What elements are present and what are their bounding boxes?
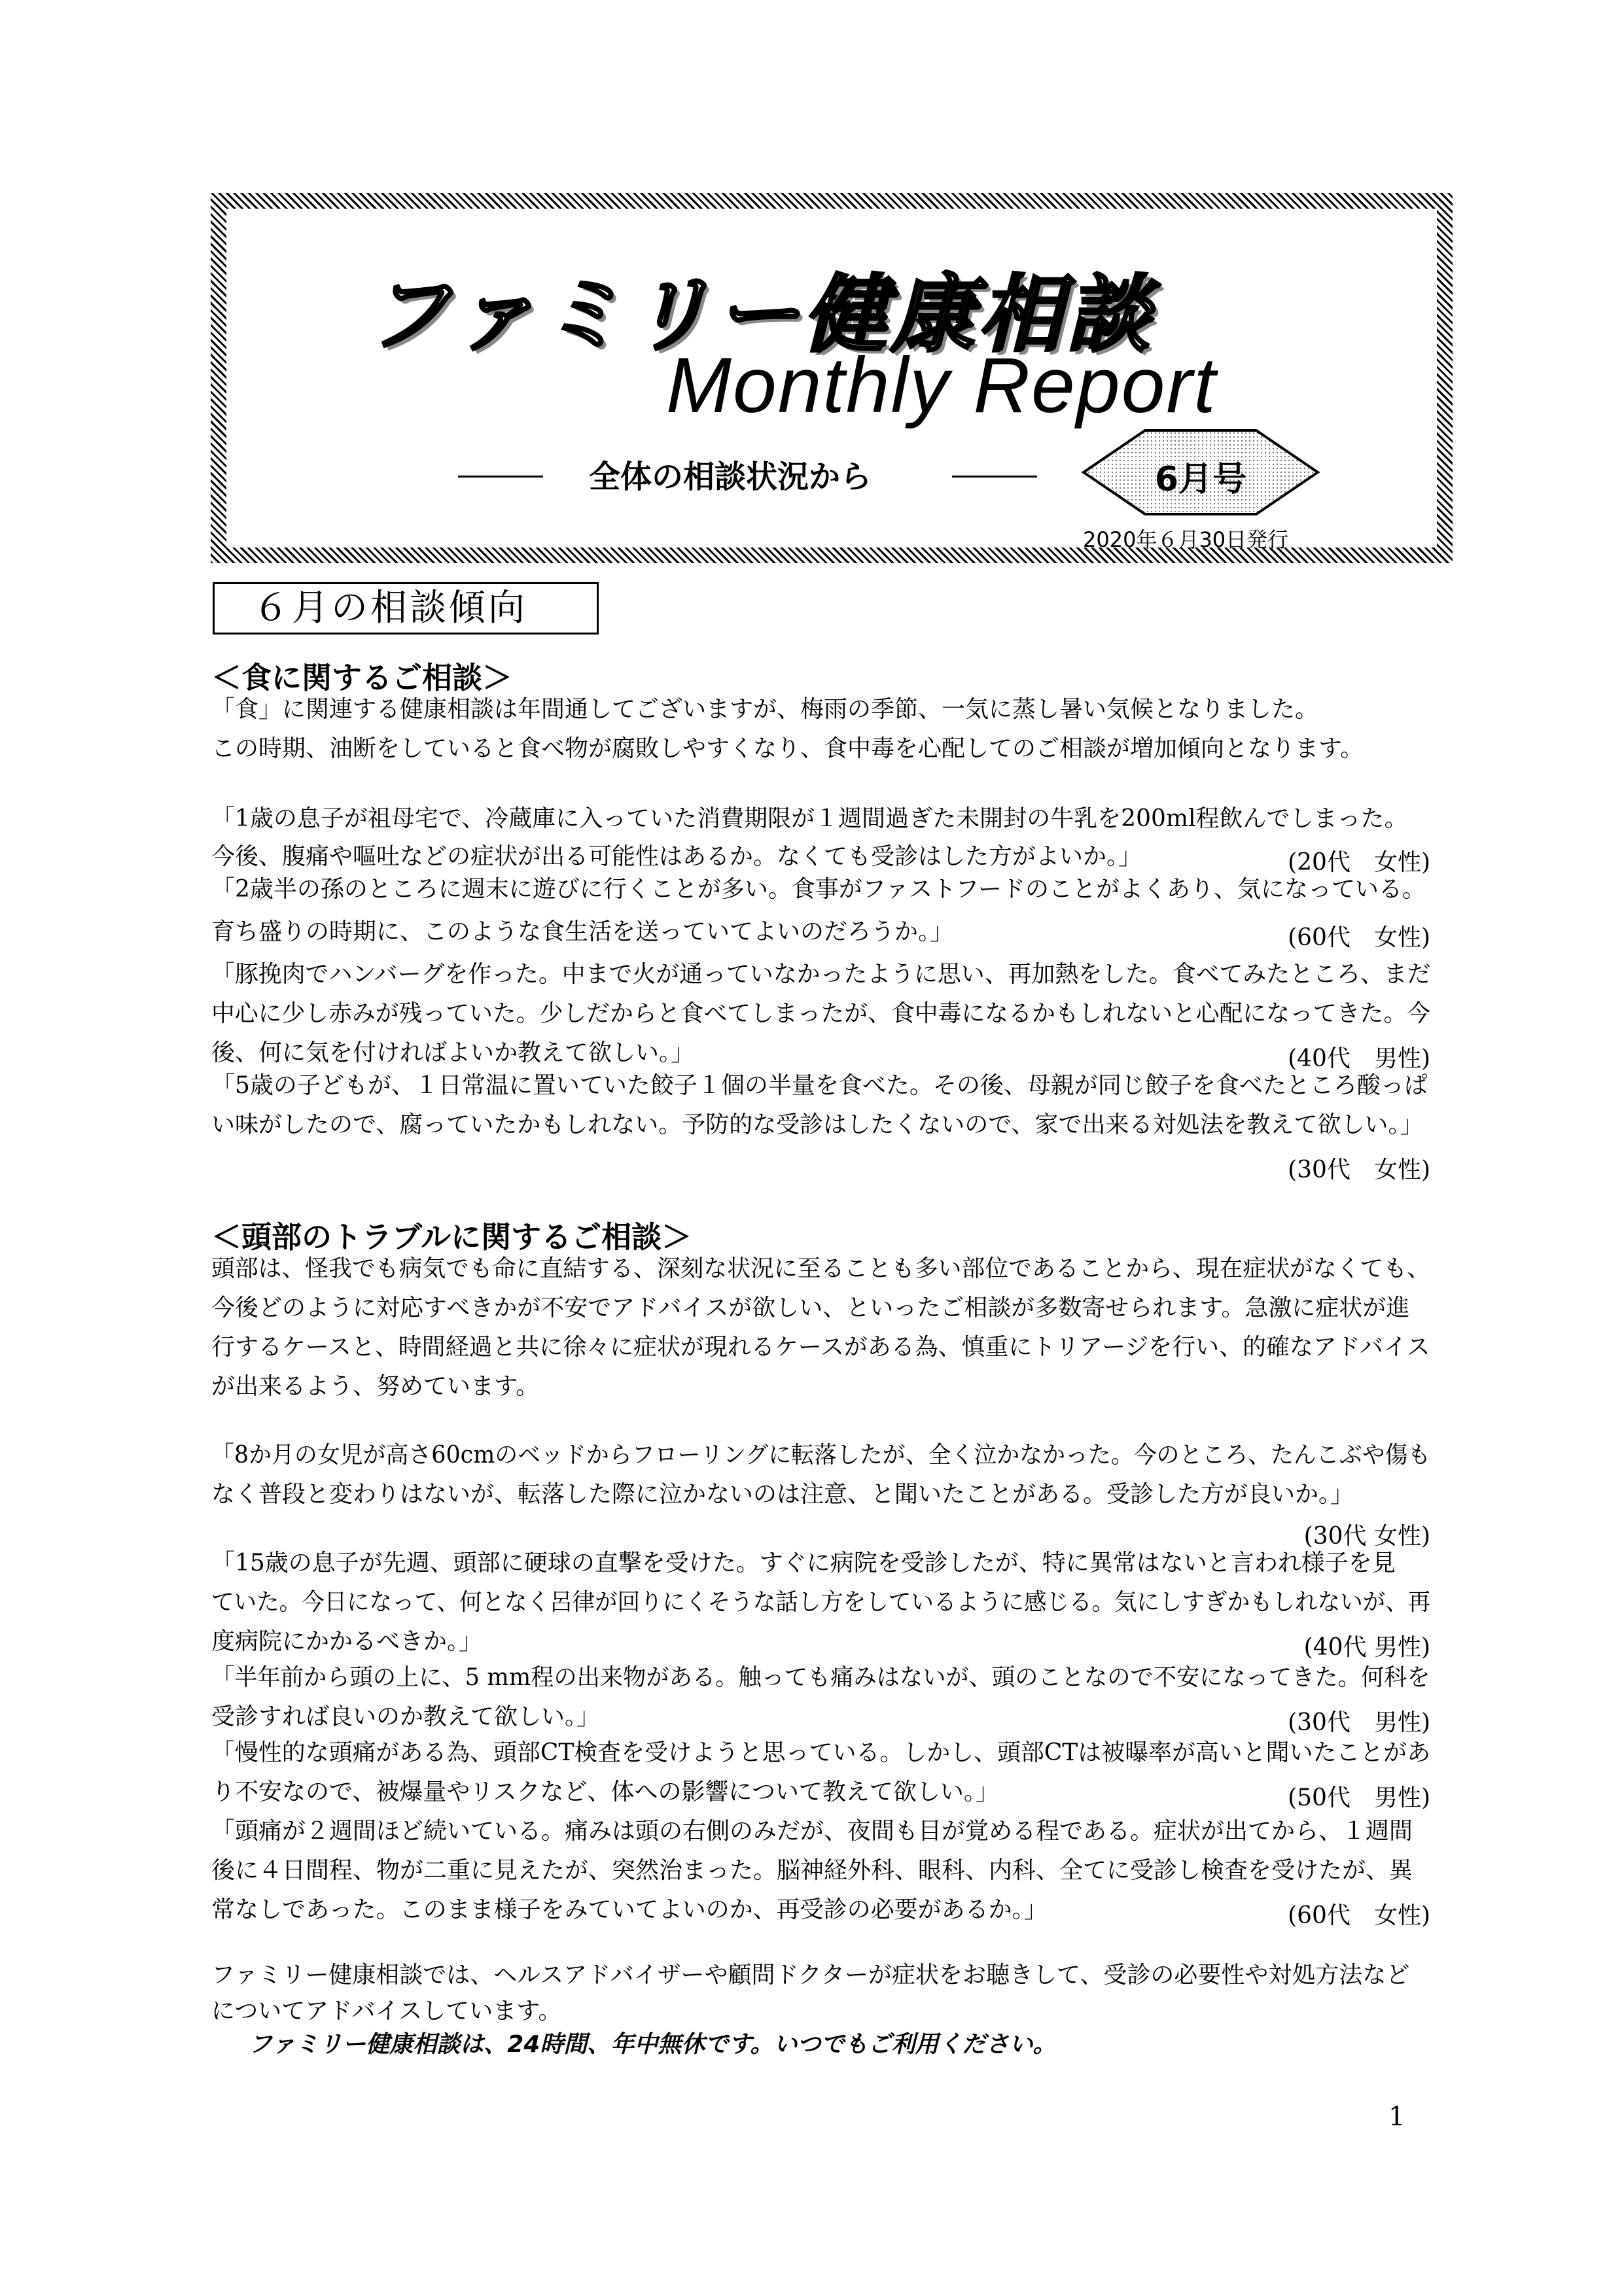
food-case-1-line: 「1歳の息子が祖母宅で、冷蔵庫に入っていた消費期限が１週間過ぎた未開封の牛乳を200ml程飲んでしまった。 [211,805,1408,832]
food-case-2-attr: (60代 女性) [1288,924,1430,951]
head-case-5-line: 「頭痛が２週間ほど続いている。痛みは頭の右側のみだが、夜間も目が覚める程である。症状が出てから、１週間 [211,1818,1413,1845]
closing-line: についてアドバイスしています。 [211,1998,562,2025]
issue-label: 6月号 [1154,460,1247,499]
section-title: ６月の相談傾向 [213,582,599,635]
food-case-4-line: 「5歳の子どもが、１日常温に置いていた餃子１個の半量を食べた。その後、母親が同じ餃子を食べたところ酸っぱ [211,1072,1428,1099]
report-title-en: Monthly Report [666,341,1217,429]
head-case-2-line: ていた。今日になって、何となく呂律が回りにくそうな話し方をしているように感じる。気にしすぎかもしれないが、再 [211,1589,1431,1616]
head-case-4-attr: (50代 男性) [1288,1784,1430,1811]
head-heading: ＜頭部のトラブルに関するご相談＞ [211,1219,692,1255]
head-case-1-line: なく普段と変わりはないが、転落した際に泣かないのは注意、と聞いたことがある。受診した方が良いか。」 [211,1481,1354,1508]
food-case-1-line: 今後、腹痛や嘔吐などの症状が出る可能性はあるか。なくても受診はした方がよいか。」 [211,843,1142,870]
food-case-2-line: 「2歳半の孫のところに週末に遊びに行くことが多い。食事がファストフードのことがよくあり、気になっている。 [211,876,1426,903]
head-intro-line: 頭部は、怪我でも病気でも命に直結する、深刻な状況に至ることも多い部位であることから、現在症状がなくても、 [211,1255,1431,1282]
page-number: 1 [1388,2102,1405,2132]
food-case-2-line: 育ち盛りの時期に、このような食生活を送っていてよいのだろうか。」 [211,918,954,945]
head-intro-line: が出来るよう、努めています。 [211,1373,540,1400]
food-case-3-attr: (40代 男性) [1288,1045,1430,1072]
head-case-5-line: 後に４日間程、物が二重に見えたが、突然治まった。脳神経外科、眼科、内科、全てに受診し検査を受けたが、異 [211,1857,1413,1884]
head-intro-line: 行するケースと、時間経過と共に徐々に症状が現れるケースがある為、慎重にトリアージを行い、的確なアドバイス [211,1334,1430,1361]
head-case-1-line: 「8か月の女児が高さ60cmのベッドからフローリングに転落したが、全く泣かなかった。今のところ、たんこぶや傷も [211,1442,1431,1469]
food-case-4-attr: (30代 女性) [1288,1157,1430,1183]
head-case-1-attr: (30代 女性) [1303,1523,1430,1550]
head-case-2-line: 「15歳の息子が先週、頭部に硬球の直撃を受けた。すぐに病院を受診したが、特に異常はないと言われ様子を見 [211,1550,1396,1576]
food-heading: ＜食に関するご相談＞ [211,660,512,695]
head-case-3-attr: (30代 男性) [1288,1709,1430,1736]
closing-line: ファミリー健康相談では、ヘルスアドバイザーや顧問ドクターが症状をお聴きして、受診の必要性や対処方法など [211,1962,1410,1989]
head-case-4-line: 「慢性的な頭痛がある為、頭部CT検査を受けようと思っている。しかし、頭部CTは被曝率が高いと聞いたことがあ [211,1739,1431,1766]
food-intro-line: この時期、油断をしていると食べ物が腐敗しやすくなり、食中毒を心配してのご相談が増加傾向となります。 [211,735,1364,762]
report-title-jp: ファミリー健康相談 [366,266,1154,364]
food-case-3-line: 中心に少し赤みが残っていた。少しだからと食べてしまったが、食中毒になるかもしれないと心配になってきた。今 [211,1000,1431,1027]
head-case-2-attr: (40代 男性) [1303,1634,1430,1661]
head-case-2-line: 度病院にかかるべきか。」 [211,1628,483,1655]
issue-date: 2020年６月30日発行 [1083,527,1289,552]
head-case-3-line: 受診すれば良いのか教えて欲しい。」 [211,1703,601,1730]
subtitle-rule-left [458,476,543,478]
food-case-3-line: 「豚挽肉でハンバーグを作った。中まで火が通っていなかったように思い、再加熱をした。食べてみたところ、まだ [211,961,1431,988]
head-case-5-attr: (60代 女性) [1288,1902,1430,1929]
food-intro-line: 「食」に関連する健康相談は年間通してございますが、梅雨の季節、一気に蒸し暑い気候となりました。 [211,696,1319,723]
food-case-1-attr: (20代 女性) [1288,849,1430,876]
report-subtitle: 全体の相談状況から [589,459,872,495]
head-intro-line: 今後どのように対応すべきかが不安でアドバイスが欲しい、といったご相談が多数寄せられます。急激に症状が進 [211,1295,1410,1321]
closing-emphasis: ファミリー健康相談は、24時間、年中無休です。いつでもご利用ください。 [249,2031,1057,2058]
subtitle-rule-right [952,476,1037,478]
head-case-4-line: り不安なので、被爆量やリスクなど、体への影響について教えて欲しい。」 [211,1779,999,1805]
head-case-3-line: 「半年前から頭の上に、5 mm程の出来物がある。触っても痛みはないが、頭のことなので不安になってきた。何科を [211,1664,1430,1691]
food-case-3-line: 後、何に気を付ければよいか教えて欲しい。」 [211,1039,695,1066]
food-case-4-line: い味がしたので、腐っていたかもしれない。予防的な受診はしたくないので、家で出来る対処法を教えて欲しい。」 [211,1111,1424,1138]
head-case-5-line: 常なしであった。このまま様子をみていてよいのか、再受診の必要があるか。」 [211,1896,1048,1923]
